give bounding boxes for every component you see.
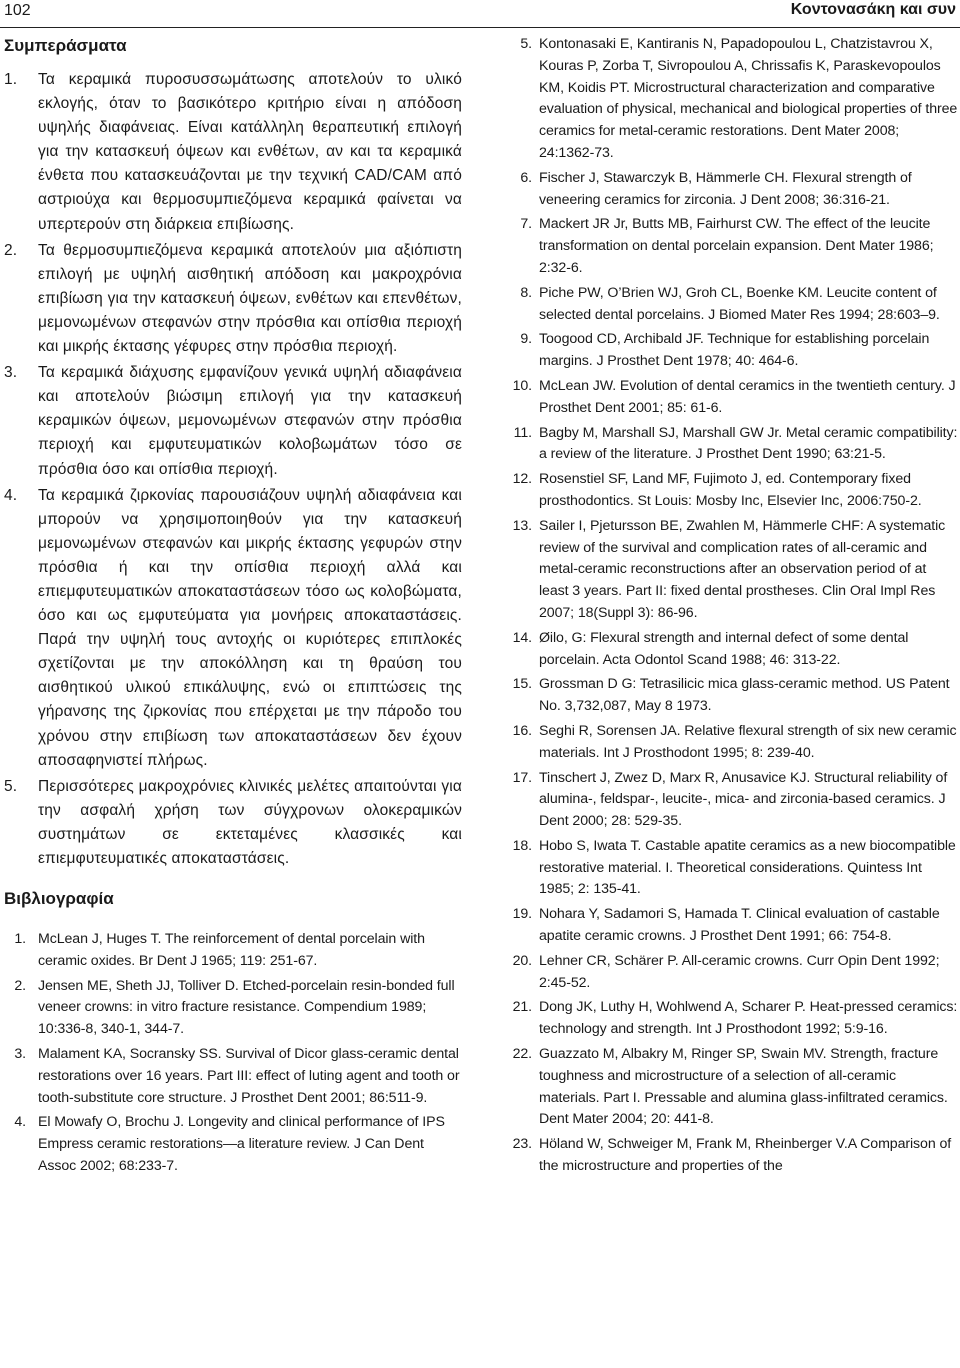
conclusion-item bbox=[4, 239, 462, 359]
right-column bbox=[508, 34, 958, 1181]
reference-text: Höland W, Schweiger M, Frank M, Rheinberger V.A Comparison of the microstructure and properties of the bbox=[539, 1136, 952, 1175]
reference-number: 20. bbox=[512, 952, 532, 969]
reference-item bbox=[4, 1112, 462, 1177]
reference-item bbox=[508, 469, 958, 513]
conclusion-number: 2. bbox=[4, 241, 18, 259]
reference-number: 18. bbox=[512, 837, 532, 854]
reference-number: 23. bbox=[512, 1136, 532, 1153]
conclusion-text: Περισσότερες μακροχρόνιες κλινικές μελέτες απαιτούνται για την ασφαλή χρήση των σύγχρονων ολοκεραμικών συστημάτων σε εκτεταμένες κλασσικές και επιεμφυτευματικές αποκαταστάσεις. bbox=[38, 777, 462, 867]
reference-number: 1. bbox=[14, 931, 26, 948]
conclusion-number: 1. bbox=[4, 71, 18, 88]
reference-number: 5. bbox=[520, 36, 532, 52]
conclusion-text: Τα κεραμικά διάχυσης εμφανίζουν γενικά υψηλή αδιαφάνεια και αποτελούν βιώσιμη επιλογή για την κατασκευή κεραμικών όψεων, μεμονωμένων στεφανών στην πρόσθια περιοχή και εμφυτευματικών κολοβωμάτων τόσο σε πρόσθια όσο και οπίσθια περιοχή. bbox=[38, 364, 462, 478]
reference-text: Seghi R, Sorensen JA. Relative flexural strength of six new ceramic materials. Int J Prosthodont 1995; 8: 239-40. bbox=[539, 722, 957, 761]
reference-text: McLean J, Huges T. The reinforcement of dental porcelain with ceramic oxides. Br Dent J 1965; 119: 251-67. bbox=[38, 931, 425, 969]
reference-item bbox=[4, 1044, 462, 1109]
page-number: 102 bbox=[4, 2, 31, 19]
reference-number: 4. bbox=[14, 1114, 26, 1131]
reference-item bbox=[508, 423, 958, 467]
reference-text: Fischer J, Stawarczyk B, Hämmerle CH. Flexural strength of veneering ceramics for zirconia. J Dent 2008; 36:316-21. bbox=[539, 169, 912, 208]
reference-text: Piche PW, O’Brien WJ, Groh CL, Boenke KM. Leucite content of selected dental porcelains. J Biomed Mater Res 1994; 28:603–9. bbox=[539, 284, 940, 323]
reference-number: 17. bbox=[512, 769, 532, 786]
bibliography-heading: Βιβλιογραφία bbox=[4, 889, 114, 909]
reference-item bbox=[508, 951, 958, 995]
conclusions-list bbox=[4, 68, 462, 871]
reference-text: Grossman D G: Tetrasilicic mica glass-ceramic method. US Patent No. 3,732,087, May 8 1973. bbox=[539, 676, 950, 715]
reference-number: 11. bbox=[513, 424, 532, 441]
reference-item bbox=[508, 214, 958, 279]
reference-text: Guazzato M, Albakry M, Ringer SP, Swain MV. Strength, fracture toughness and microstructure of a selection of all-ceramic materials. Part I. Pressable and alumina glass-infiltrated ceramics. Dent Mater 2004; 20: 441-8. bbox=[539, 1046, 948, 1128]
conclusion-text: Τα θερμοσυμπιεζόμενα κεραμικά αποτελούν μια αξιόπιστη επιλογή με υψηλή αισθητική απόδοση και μακροχρόνια επιβίωση για την κατασκευή όψεων, ενθέτων και επενθέτων, μεμονωμένων στεφανών στην πρόσθια και οπίσθια περιοχή και μικρής έκτασης γέφυρες στην πρόσθια περιοχή. bbox=[38, 241, 462, 356]
conclusion-text: Τα κεραμικά ζιρκονίας παρουσιάζουν υψηλή αδιαφάνεια και μπορούν να χρησιμοποιηθούν για την κατασκευή μεμονωμένων στεφανών και μικρής έκτασης γεφυρών στην πρόσθια ή και την οπίσθια περιοχή αλλά και επιεμφυτευματικών αποκαταστάσεων τόσο ως κολοβώματα, όσο και ως εμφυτεύματα για μονήρεις αποκαταστάσεις. Παρά την υψηλή τους αντοχής οι κυριότερες επιπλοκές σχετίζονται με την αποκόλληση και τη θραύση του αισθητικού υλικού επικάλυψης, ενώ οι επιπτώσεις της γήρανσης της ζιρκονίας που επέρχεται με την πάροδο του χρόνου στην επιβίωση των αποκαταστάσεων δεν έχουν αποσαφηνιστεί πλήρως. bbox=[38, 486, 462, 769]
reference-text: Kontonasaki E, Kantiranis N, Papadopoulou L, Chatzistavrou X, Kouras P, Zorba T, Sivropoulou A, Chrissafis K, Paraskevopoulos KM, Koidis PT. Microstructural characterization and comparative evaluation of physical, mechanical and biological properties of three ceramics for metal-ceramic restorations. Dent Mater 2008; 24:1362-73. bbox=[539, 36, 958, 161]
reference-number: 9. bbox=[520, 331, 532, 348]
reference-item bbox=[508, 283, 958, 327]
reference-item bbox=[508, 516, 958, 625]
reference-item bbox=[508, 329, 958, 373]
reference-item bbox=[508, 997, 958, 1041]
reference-number: 7. bbox=[520, 216, 532, 233]
reference-item bbox=[508, 376, 958, 420]
reference-number: 19. bbox=[512, 906, 532, 923]
conclusion-item bbox=[4, 484, 462, 773]
reference-text: El Mowafy O, Brochu J. Longevity and clinical performance of IPS Empress ceramic restorations—a literature review. J Can Dent Assoc 2002; 68:233-7. bbox=[38, 1114, 445, 1175]
conclusion-item bbox=[4, 361, 462, 481]
left-column bbox=[4, 36, 462, 1181]
reference-item bbox=[508, 34, 958, 165]
reference-text: Malament KA, Socransky SS. Survival of Dicor glass-ceramic dental restorations over 16 years. Part III: effect of luting agent and tooth or tooth-substitute core structure. J Prosthet Dent 2001; 86:511-9. bbox=[38, 1046, 460, 1106]
reference-number: 8. bbox=[520, 284, 532, 301]
reference-text: Hobo S, Iwata T. Castable apatite ceramics as a new biocompatible restorative material. I. Theoretical considerations. Quintess Int 1985; 2: 135-41. bbox=[539, 837, 956, 898]
conclusion-number: 5. bbox=[4, 777, 18, 795]
reference-list-left bbox=[4, 929, 462, 1178]
conclusion-number: 3. bbox=[4, 364, 18, 382]
reference-number: 13. bbox=[512, 517, 532, 534]
reference-number: 3. bbox=[14, 1046, 26, 1063]
conclusions-heading: Συμπεράσματα bbox=[4, 36, 127, 55]
reference-number: 10. bbox=[512, 377, 532, 394]
reference-text: Mackert JR Jr, Butts MB, Fairhurst CW. The effect of the leucite transformation on dental porcelain expansion. Dent Mater 1986; 2:32-6. bbox=[539, 216, 934, 276]
reference-number: 15. bbox=[512, 676, 532, 693]
reference-item bbox=[4, 976, 462, 1041]
running-head: Κοντονασάκη και συν bbox=[790, 1, 956, 18]
reference-text: Jensen ME, Sheth JJ, Tolliver D. Etched-porcelain resin-bonded full veneer crowns: in vitro fracture resistance. Compendium 1989; 10:336-8, 340-1, 344-7. bbox=[38, 977, 455, 1038]
page-header bbox=[0, 0, 960, 28]
reference-text: Lehner CR, Schärer P. All-ceramic crowns. Curr Opin Dent 1992; 2:45-52. bbox=[539, 952, 940, 991]
reference-text: Tinschert J, Zwez D, Marx R, Anusavice KJ. Structural reliability of alumina-, feldspar-, leucite-, mica- and zirconia-based ceramics. J Dent 2000; 28: 529-35. bbox=[539, 769, 948, 830]
reference-item bbox=[508, 721, 958, 765]
reference-number: 22. bbox=[512, 1046, 532, 1063]
reference-number: 12. bbox=[512, 471, 532, 488]
reference-item bbox=[4, 929, 462, 973]
reference-item bbox=[508, 768, 958, 833]
reference-item bbox=[508, 674, 958, 718]
reference-list-right bbox=[508, 34, 958, 1178]
reference-text: Dong JK, Luthy H, Wohlwend A, Scharer P. Heat-pressed ceramics: technology and strength. Int J Prosthodont 1992; 5:9-16. bbox=[539, 999, 958, 1038]
reference-item bbox=[508, 1134, 958, 1178]
reference-item bbox=[508, 904, 958, 948]
reference-number: 14. bbox=[512, 629, 532, 646]
reference-item bbox=[508, 1044, 958, 1131]
reference-text: Øilo, G: Flexural strength and internal defect of some dental porcelain. Acta Odontol Scand 1988; 46: 313-22. bbox=[539, 629, 909, 668]
conclusion-number: 4. bbox=[4, 486, 18, 504]
reference-text: Rosenstiel SF, Land MF, Fujimoto J, ed. Contemporary fixed prosthodontics. St Louis: Mosby Inc, Elsevier Inc, 2006:750-2. bbox=[539, 471, 922, 509]
conclusion-item bbox=[4, 775, 462, 871]
reference-number: 6. bbox=[520, 169, 532, 186]
reference-number: 16. bbox=[512, 722, 532, 739]
reference-text: McLean JW. Evolution of dental ceramics in the twentieth century. J Prosthet Dent 2001; 85: 61-6. bbox=[539, 377, 956, 416]
reference-number: 2. bbox=[14, 977, 26, 994]
reference-text: Toogood CD, Archibald JF. Technique for establishing porcelain margins. J Prosthet Dent 1978; 40: 464-6. bbox=[539, 331, 930, 370]
conclusion-text: Τα κεραμικά πυροσυσσωμάτωσης αποτελούν το υλικό εκλογής, όταν το βασικότερο κριτήριο είναι η απόδοση υψηλής διαφάνειας. Είναι κατάλληλη θεραπευτική επιλογή για την κατασκευή όψεων και ενθέτων, αν και τα κεραμικά ένθετα που κατασκευάζονται με την τεχνική CAD/CAM από αστριούχα και θερμοσυμπιεζόμενα κεραμικά φαίνεται να υπερτερούν στη διάρκεια επιβίωσης. bbox=[38, 71, 462, 233]
reference-item bbox=[508, 628, 958, 672]
conclusion-item bbox=[4, 68, 462, 237]
reference-item bbox=[508, 168, 958, 212]
reference-item bbox=[508, 836, 958, 901]
reference-text: Bagby M, Marshall SJ, Marshall GW Jr. Metal ceramic compatibility: a review of the literature. J Prosthet Dent 1990; 63:21-5. bbox=[539, 424, 958, 463]
reference-text: Sailer I, Pjetursson BE, Zwahlen M, Hämmerle CHF: A systematic review of the survival and complication rates of all-ceramic and metal-ceramic reconstructions after an observation period of at least 3 years. Part II: fixed dental prostheses. Clin Oral Impl Res 2007; 18(Suppl 3): 86-96. bbox=[539, 517, 946, 621]
reference-number: 21. bbox=[512, 999, 532, 1016]
reference-text: Nohara Y, Sadamori S, Hamada T. Clinical evaluation of castable apatite ceramic crowns. J Prosthet Dent 1991; 66: 754-8. bbox=[539, 906, 940, 945]
